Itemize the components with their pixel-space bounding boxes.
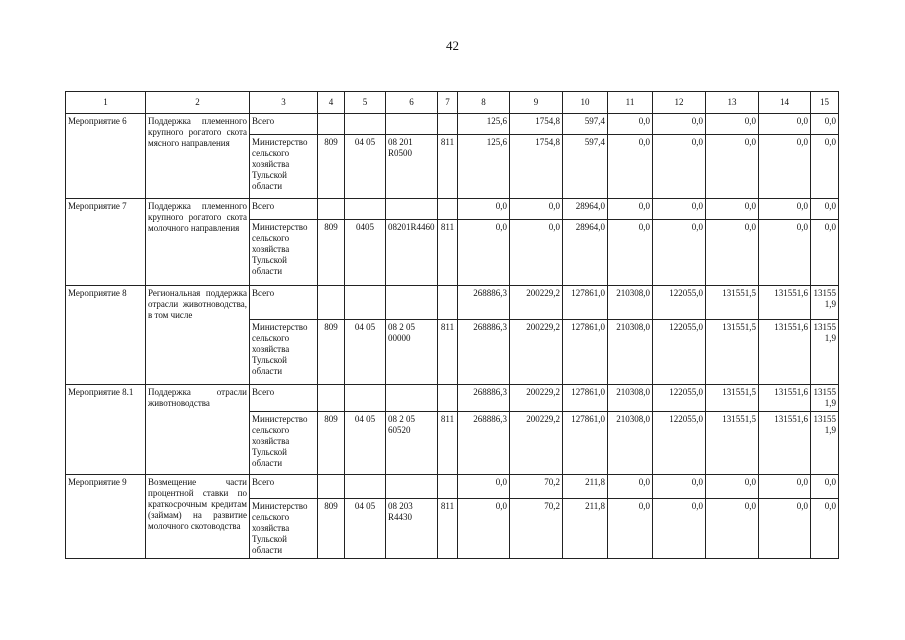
code-section <box>345 286 386 320</box>
amount-cell: 0,0 <box>653 220 706 286</box>
amount-cell: 210308,0 <box>608 385 653 412</box>
code-target-item <box>386 286 438 320</box>
amount-cell: 200229,2 <box>510 385 563 412</box>
header-cell: 4 <box>318 92 345 114</box>
amount-cell: 0,0 <box>608 135 653 199</box>
measure-description: Возмещение части процентной ставки по краткосрочным кредитам (займам) на развитие молочного скотоводства <box>146 475 250 559</box>
amount-cell: 0,0 <box>706 220 759 286</box>
header-cell: 3 <box>250 92 318 114</box>
code-grbs <box>318 199 345 220</box>
table-body <box>66 92 839 559</box>
amount-cell: 0,0 <box>608 220 653 286</box>
code-section: 0405 <box>345 220 386 286</box>
code-target-item <box>386 199 438 220</box>
measure-id: Мероприятие 8.1 <box>66 385 146 475</box>
amount-cell: 0,0 <box>458 475 510 499</box>
amount-cell: 268886,3 <box>458 320 510 385</box>
header-cell: 2 <box>146 92 250 114</box>
amount-cell: 0,0 <box>608 475 653 499</box>
code-grbs: 809 <box>318 412 345 475</box>
amount-cell: 0,0 <box>608 199 653 220</box>
funding-source: Всего <box>250 475 318 499</box>
code-grbs <box>318 286 345 320</box>
amount-cell: 0,0 <box>458 499 510 559</box>
amount-cell: 0,0 <box>653 114 706 135</box>
code-target-item <box>386 475 438 499</box>
code-grbs <box>318 385 345 412</box>
amount-cell: 131551,6 <box>759 320 811 385</box>
amount-cell: 131551,9 <box>811 286 839 320</box>
amount-cell: 268886,3 <box>458 286 510 320</box>
amount-cell: 28964,0 <box>563 199 608 220</box>
amount-cell: 127861,0 <box>563 320 608 385</box>
amount-cell: 0,0 <box>608 114 653 135</box>
amount-cell: 0,0 <box>811 135 839 199</box>
measure-total-row <box>66 475 839 499</box>
code-expense-type <box>438 114 458 135</box>
amount-cell: 1754,8 <box>510 114 563 135</box>
measure-id: Мероприятие 9 <box>66 475 146 559</box>
amount-cell: 127861,0 <box>563 385 608 412</box>
measure-id: Мероприятие 6 <box>66 114 146 199</box>
amount-cell: 268886,3 <box>458 412 510 475</box>
code-grbs: 809 <box>318 320 345 385</box>
amount-cell: 0,0 <box>510 220 563 286</box>
code-expense-type: 811 <box>438 220 458 286</box>
funding-source: Всего <box>250 114 318 135</box>
code-grbs <box>318 475 345 499</box>
code-target-item: 08 203 R4430 <box>386 499 438 559</box>
amount-cell: 127861,0 <box>563 286 608 320</box>
measure-total-row <box>66 114 839 135</box>
budget-table <box>65 91 839 559</box>
amount-cell: 1754,8 <box>510 135 563 199</box>
code-section <box>345 475 386 499</box>
amount-cell: 0,0 <box>759 475 811 499</box>
code-expense-type <box>438 475 458 499</box>
code-target-item <box>386 114 438 135</box>
amount-cell: 0,0 <box>811 114 839 135</box>
code-expense-type <box>438 286 458 320</box>
code-expense-type: 811 <box>438 320 458 385</box>
code-grbs: 809 <box>318 220 345 286</box>
amount-cell: 131551,6 <box>759 412 811 475</box>
amount-cell: 0,0 <box>653 475 706 499</box>
amount-cell: 0,0 <box>510 199 563 220</box>
code-section <box>345 114 386 135</box>
code-expense-type: 811 <box>438 499 458 559</box>
code-grbs <box>318 114 345 135</box>
code-section: 04 05 <box>345 412 386 475</box>
amount-cell: 70,2 <box>510 499 563 559</box>
amount-cell: 200229,2 <box>510 412 563 475</box>
measure-description: Региональная поддержка отрасли животноводства, в том числе <box>146 286 250 385</box>
amount-cell: 0,0 <box>811 199 839 220</box>
code-target-item <box>386 385 438 412</box>
amount-cell: 0,0 <box>759 199 811 220</box>
header-cell: 6 <box>386 92 438 114</box>
amount-cell: 0,0 <box>811 499 839 559</box>
amount-cell: 131551,6 <box>759 286 811 320</box>
measure-description: Поддержка племенного крупного рогатого скота молочного направления <box>146 199 250 286</box>
measure-total-row <box>66 286 839 320</box>
funding-source: Министерство сельского хозяйства Тульской области <box>250 412 318 475</box>
amount-cell: 211,8 <box>563 475 608 499</box>
funding-source: Министерство сельского хозяйства Тульской области <box>250 499 318 559</box>
code-target-item: 08 2 05 60520 <box>386 412 438 475</box>
code-grbs: 809 <box>318 499 345 559</box>
amount-cell: 127861,0 <box>563 412 608 475</box>
header-cell: 15 <box>811 92 839 114</box>
code-target-item: 08 2 05 00000 <box>386 320 438 385</box>
amount-cell: 0,0 <box>458 199 510 220</box>
amount-cell: 125,6 <box>458 135 510 199</box>
amount-cell: 0,0 <box>653 199 706 220</box>
code-target-item: 08 201 R0500 <box>386 135 438 199</box>
amount-cell: 597,4 <box>563 135 608 199</box>
code-target-item: 08201R4460 <box>386 220 438 286</box>
amount-cell: 200229,2 <box>510 286 563 320</box>
measure-description: Поддержка племенного крупного рогатого скота мясного направления <box>146 114 250 199</box>
header-cell: 10 <box>563 92 608 114</box>
amount-cell: 122055,0 <box>653 320 706 385</box>
amount-cell: 131551,9 <box>811 320 839 385</box>
amount-cell: 122055,0 <box>653 385 706 412</box>
amount-cell: 0,0 <box>706 114 759 135</box>
amount-cell: 131551,9 <box>811 412 839 475</box>
code-section <box>345 385 386 412</box>
code-expense-type: 811 <box>438 412 458 475</box>
amount-cell: 122055,0 <box>653 286 706 320</box>
header-cell: 12 <box>653 92 706 114</box>
code-section <box>345 199 386 220</box>
amount-cell: 0,0 <box>811 220 839 286</box>
measure-total-row <box>66 385 839 412</box>
code-section: 04 05 <box>345 320 386 385</box>
code-grbs: 809 <box>318 135 345 199</box>
header-cell: 14 <box>759 92 811 114</box>
measure-description: Поддержка отрасли животноводства <box>146 385 250 475</box>
amount-cell: 131551,5 <box>706 320 759 385</box>
header-cell: 1 <box>66 92 146 114</box>
amount-cell: 0,0 <box>706 135 759 199</box>
amount-cell: 131551,5 <box>706 385 759 412</box>
amount-cell: 0,0 <box>608 499 653 559</box>
code-section: 04 05 <box>345 499 386 559</box>
amount-cell: 122055,0 <box>653 412 706 475</box>
amount-cell: 210308,0 <box>608 286 653 320</box>
amount-cell: 0,0 <box>653 135 706 199</box>
amount-cell: 0,0 <box>759 220 811 286</box>
amount-cell: 0,0 <box>706 475 759 499</box>
amount-cell: 131551,9 <box>811 385 839 412</box>
header-cell: 7 <box>438 92 458 114</box>
funding-source: Всего <box>250 385 318 412</box>
amount-cell: 0,0 <box>653 499 706 559</box>
header-cell: 5 <box>345 92 386 114</box>
amount-cell: 125,6 <box>458 114 510 135</box>
code-expense-type <box>438 199 458 220</box>
amount-cell: 131551,6 <box>759 385 811 412</box>
amount-cell: 268886,3 <box>458 385 510 412</box>
amount-cell: 0,0 <box>706 499 759 559</box>
measure-id: Мероприятие 8 <box>66 286 146 385</box>
page-number: 42 <box>446 38 459 53</box>
amount-cell: 28964,0 <box>563 220 608 286</box>
funding-source: Министерство сельского хозяйства Тульской области <box>250 220 318 286</box>
header-cell: 13 <box>706 92 759 114</box>
amount-cell: 0,0 <box>759 499 811 559</box>
header-cell: 11 <box>608 92 653 114</box>
funding-source: Министерство сельского хозяйства Тульской области <box>250 135 318 199</box>
funding-source: Всего <box>250 199 318 220</box>
amount-cell: 131551,5 <box>706 412 759 475</box>
header-row <box>66 92 839 114</box>
amount-cell: 0,0 <box>811 475 839 499</box>
code-expense-type: 811 <box>438 135 458 199</box>
funding-source: Министерство сельского хозяйства Тульской области <box>250 320 318 385</box>
amount-cell: 0,0 <box>759 114 811 135</box>
measure-total-row <box>66 199 839 220</box>
code-section: 04 05 <box>345 135 386 199</box>
amount-cell: 211,8 <box>563 499 608 559</box>
code-expense-type <box>438 385 458 412</box>
amount-cell: 200229,2 <box>510 320 563 385</box>
amount-cell: 70,2 <box>510 475 563 499</box>
amount-cell: 210308,0 <box>608 412 653 475</box>
header-cell: 9 <box>510 92 563 114</box>
amount-cell: 0,0 <box>759 135 811 199</box>
amount-cell: 597,4 <box>563 114 608 135</box>
amount-cell: 131551,5 <box>706 286 759 320</box>
amount-cell: 0,0 <box>706 199 759 220</box>
funding-source: Всего <box>250 286 318 320</box>
measure-id: Мероприятие 7 <box>66 199 146 286</box>
amount-cell: 0,0 <box>458 220 510 286</box>
amount-cell: 210308,0 <box>608 320 653 385</box>
header-cell: 8 <box>458 92 510 114</box>
